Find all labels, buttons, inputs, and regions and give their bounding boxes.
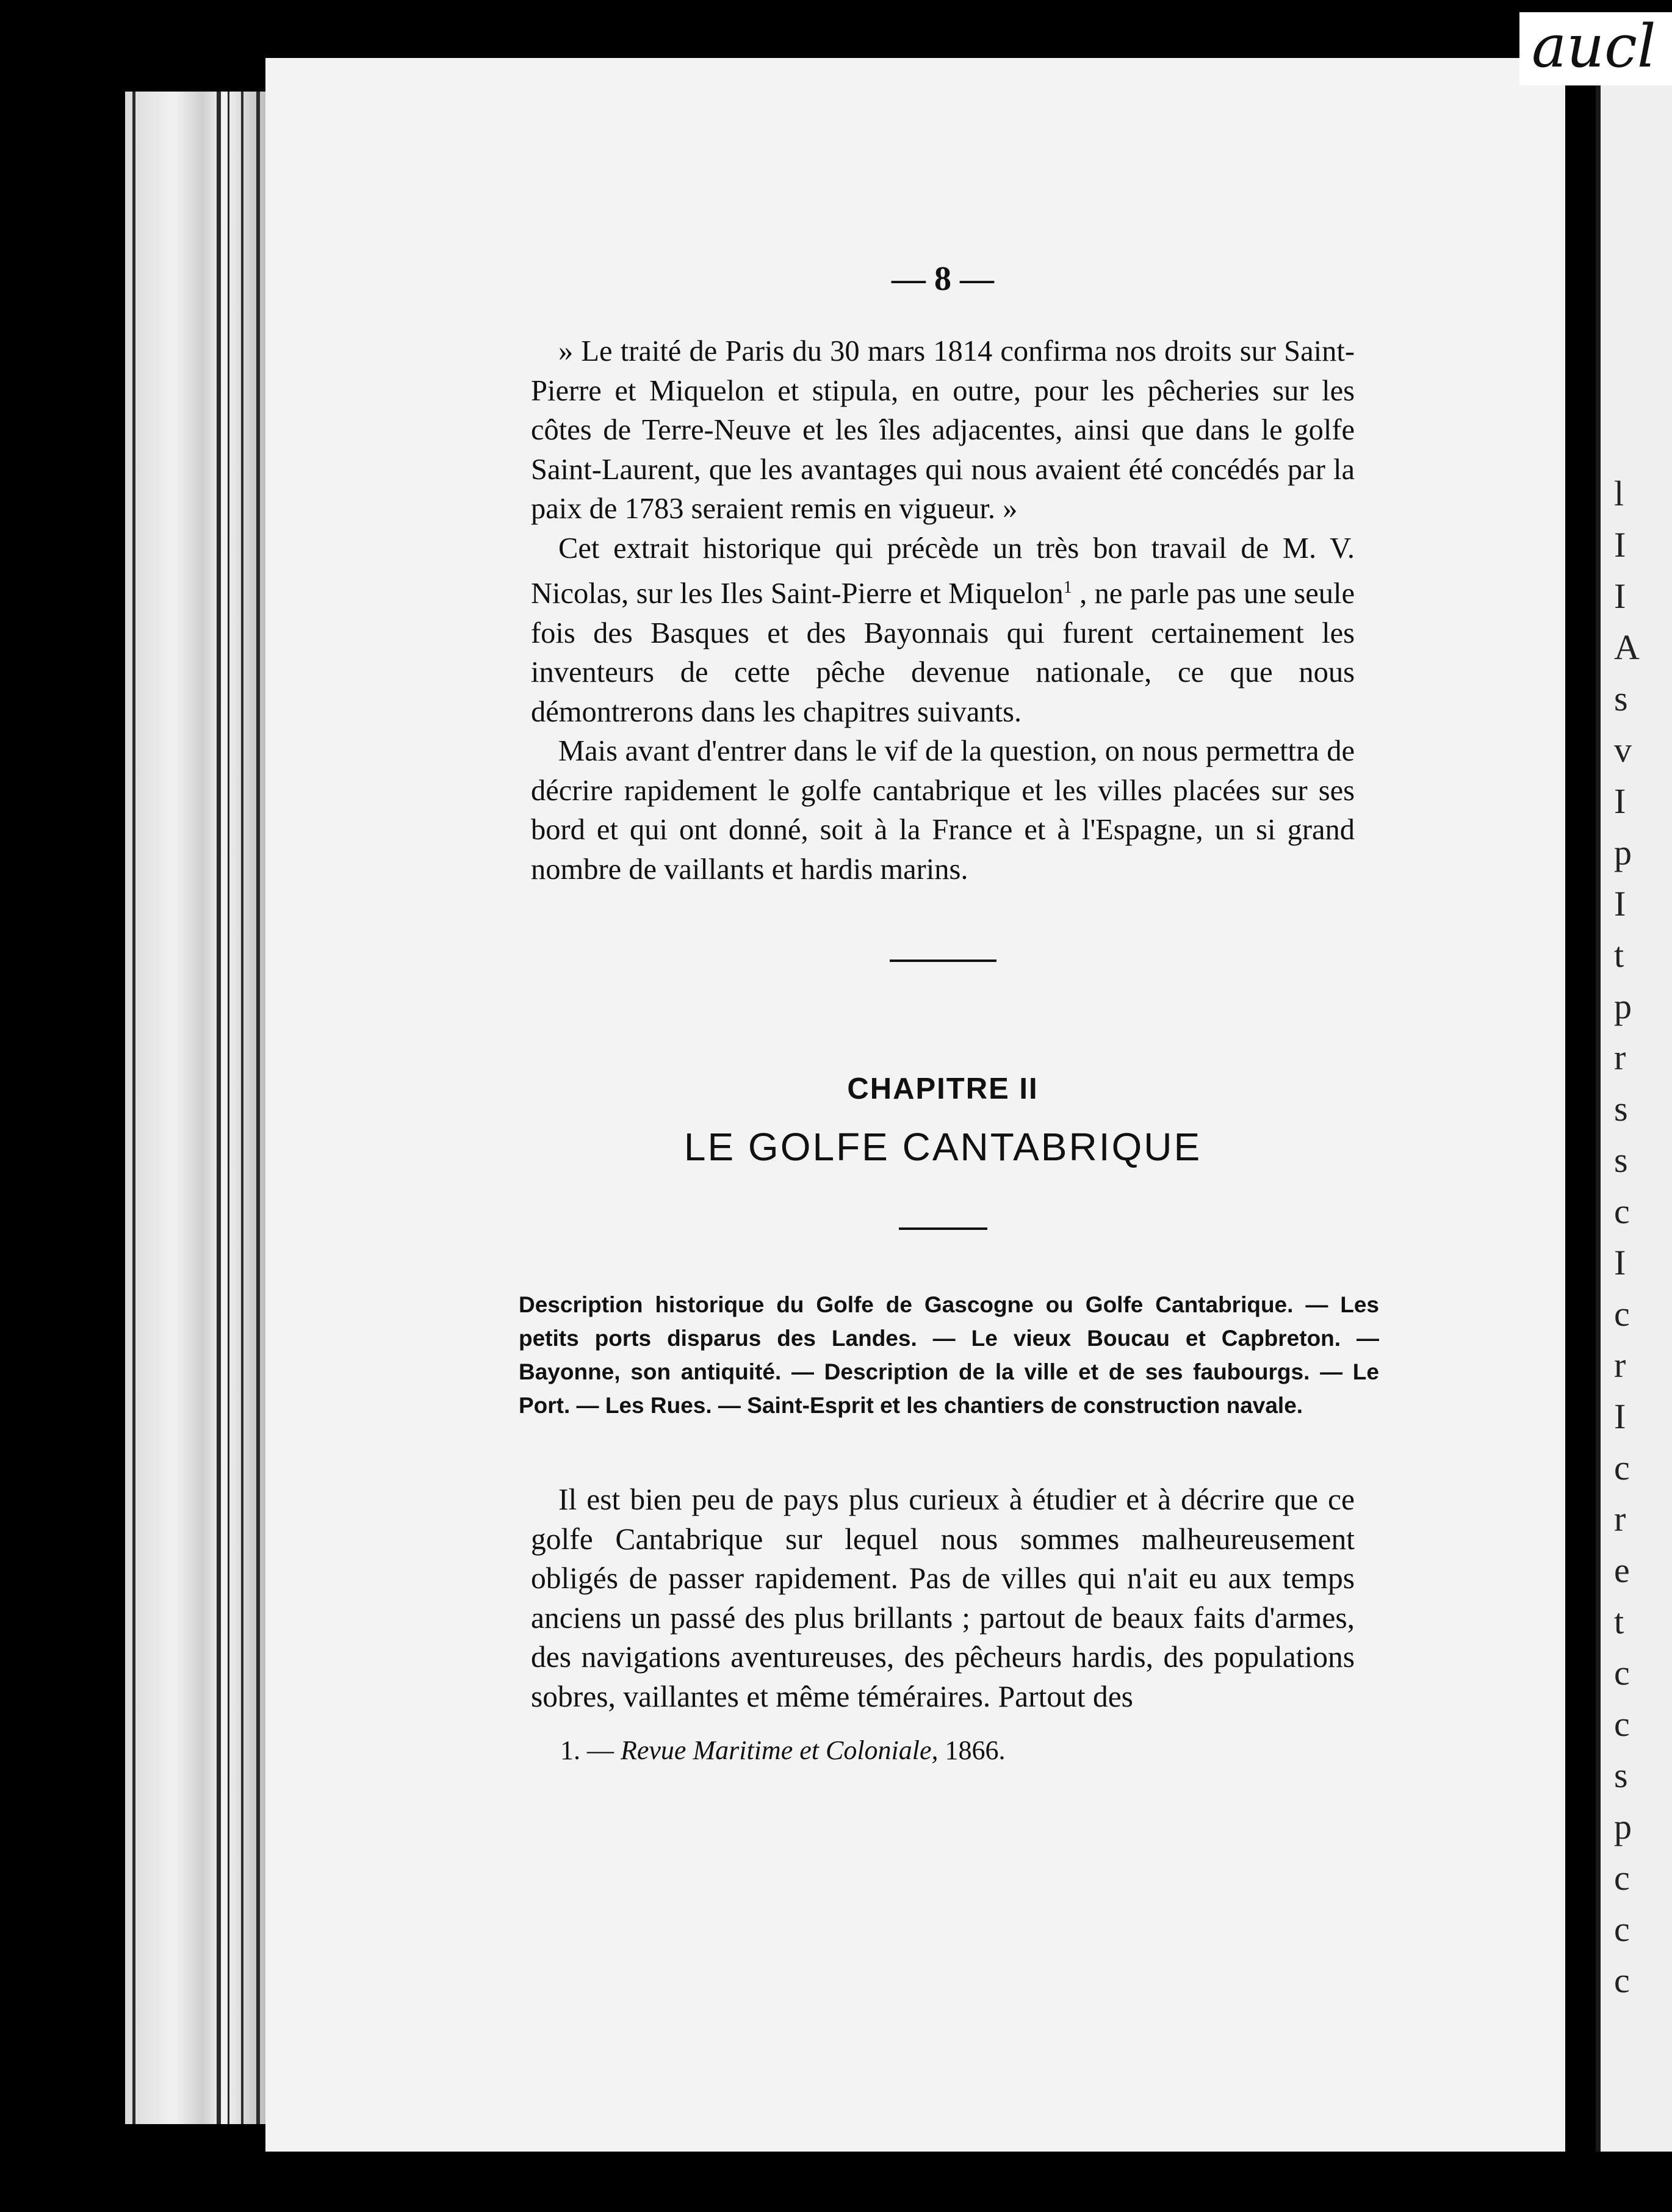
book-edge bbox=[125, 92, 265, 2124]
facing-page-letter: s bbox=[1614, 679, 1628, 718]
edge-line bbox=[217, 92, 221, 2124]
facing-page-letter: l bbox=[1614, 474, 1624, 513]
edge-line bbox=[228, 92, 229, 2124]
facing-page-letter: p bbox=[1614, 833, 1632, 872]
chapter-summary: Description historique du Golfe de Gascogne ou Golfe Cantabrique. — Les petits ports disparus des Landes. — Le vieux Boucau et Capbreton. — Bayonne, son antiquité. — Description de la ville et de ses faubourgs. — Le Port. — Les Rues. — Saint-Esprit et les chantiers de construction navale. bbox=[519, 1292, 1379, 1419]
chapter-label: CHAPITRE II bbox=[847, 1072, 1039, 1106]
page-content bbox=[519, 259, 1379, 1766]
facing-page-letter: I bbox=[1614, 781, 1626, 821]
facing-page-letter: s bbox=[1614, 1140, 1628, 1180]
handwritten-annotation bbox=[1519, 12, 1672, 85]
facing-page-letter: s bbox=[1614, 1755, 1628, 1795]
facing-page-letter: c bbox=[1614, 1653, 1630, 1693]
facing-page-letter: e bbox=[1614, 1550, 1630, 1590]
facing-page-letter: c bbox=[1614, 1704, 1630, 1744]
facing-page-letter: p bbox=[1614, 986, 1632, 1026]
footnote-reference: 1 bbox=[1063, 578, 1072, 597]
facing-page-letter: c bbox=[1614, 1294, 1630, 1334]
facing-page-letter: c bbox=[1614, 1448, 1630, 1487]
footnote-title: Revue Maritime et Coloniale, bbox=[621, 1735, 939, 1766]
facing-page-letter: s bbox=[1614, 1089, 1628, 1129]
footnote-year: 1866. bbox=[945, 1735, 1006, 1766]
edge-line bbox=[256, 92, 260, 2124]
edge-line bbox=[132, 92, 135, 2124]
facing-page-letter: c bbox=[1614, 1961, 1630, 2000]
facing-page-letter: t bbox=[1614, 935, 1624, 975]
facing-page-letter: I bbox=[1614, 1243, 1626, 1282]
facing-page-letter: c bbox=[1614, 1191, 1630, 1231]
paragraph-text: Cet extrait historique qui précède un très bon travail de M. V. Nicolas, sur les Iles Saint-Pierre et Miquelon bbox=[531, 532, 1355, 610]
footnote-number: 1. — bbox=[560, 1735, 614, 1766]
facing-page-letter: r bbox=[1614, 1345, 1626, 1385]
paragraph: Mais avant d'entrer dans le vif de la question, on nous permettra de décrire rapidement le golfe cantabrique et les villes placées sur ses bord et qui ont donné, soit à la France et à l'Espagne, un si grand nombre de vaillants et hardis marins. bbox=[531, 735, 1355, 886]
facing-page-letter: I bbox=[1614, 525, 1626, 565]
paragraph-text: , ne parle pas une seule fois des Basques et des Bayonnais qui furent certainement les inventeurs de cette pêche devenue nationale, ce que nous démontrerons dans les chapitres suivants. bbox=[531, 577, 1355, 728]
facing-page-letter: r bbox=[1614, 1038, 1626, 1077]
facing-page-letter: p bbox=[1614, 1807, 1632, 1846]
facing-page-strip bbox=[1596, 58, 1672, 2152]
facing-page-letter: c bbox=[1614, 1858, 1630, 1898]
divider-rule bbox=[890, 960, 996, 962]
facing-page-letter: I bbox=[1614, 576, 1626, 616]
page-number: — 8 — bbox=[892, 260, 994, 298]
divider-rule bbox=[899, 1227, 987, 1230]
paragraph bbox=[531, 529, 1355, 732]
footnote bbox=[560, 1735, 1355, 1766]
chapter-title: LE GOLFE CANTABRIQUE bbox=[683, 1125, 1202, 1169]
paragraph: Il est bien peu de pays plus curieux à étudier et à décrire que ce golfe Cantabrique sur lequel nous sommes malheureusement obligés de passer rapidement. Pas de villes qui n'ait eu aux temps anciens un passé des plus brillants ; partout de beaux faits d'armes, des navigations aventureuses, des pêcheurs hardis, des populations sobres, vaillantes et même téméraires. Partout des bbox=[531, 1483, 1355, 1713]
edge-line bbox=[241, 92, 243, 2124]
facing-page-letter: r bbox=[1614, 1499, 1626, 1539]
annotation-text: aucl bbox=[1532, 12, 1656, 81]
facing-page-letter: I bbox=[1614, 1397, 1626, 1436]
facing-page-letter: t bbox=[1614, 1602, 1624, 1641]
facing-page-letter: c bbox=[1614, 1909, 1630, 1949]
facing-page-letter: v bbox=[1614, 730, 1632, 770]
facing-page-letter: A bbox=[1614, 627, 1640, 667]
gutter-shadow bbox=[1596, 58, 1601, 2152]
facing-page-letter: I bbox=[1614, 884, 1626, 923]
paragraph: » Le traité de Paris du 30 mars 1814 confirma nos droits sur Saint-Pierre et Miquelon et stipula, en outre, pour les pêcheries sur les côtes de Terre-Neuve et les îles adjacentes, ainsi que dans le golfe Saint-Laurent, que les avantages qui nous avaient été concédés par la paix de 1783 seraient remis en vigueur. » bbox=[531, 335, 1355, 525]
